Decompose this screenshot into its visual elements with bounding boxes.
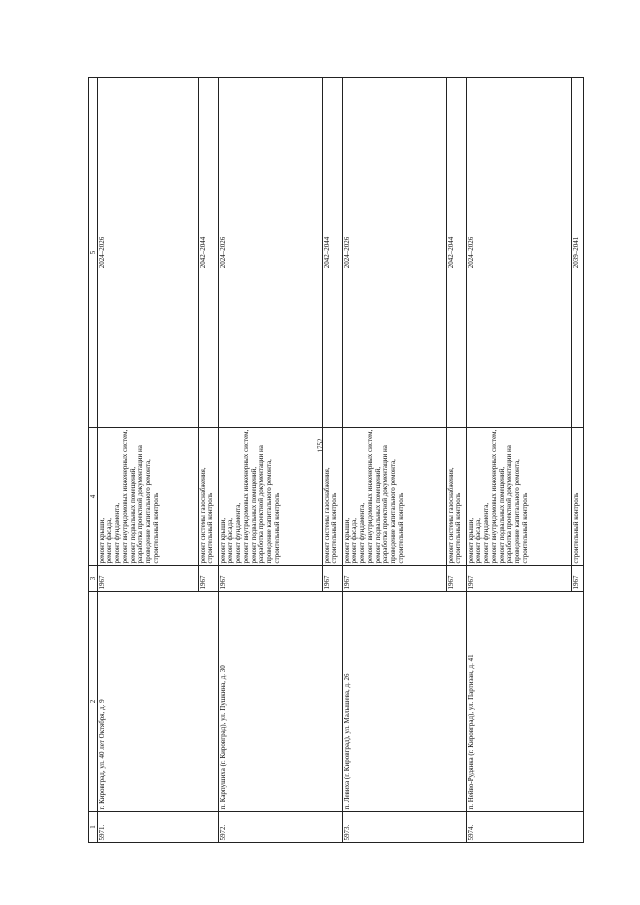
entry-year: 1967 [323,566,343,592]
entry-works: ремонт крыши, ремонт фасада, ремонт фундамента, ремонт внутридомовых инженерных систем, ремонт подвальных помещений, разработка проектной документации на проведение капитального ремонта, строительный контроль [98,428,199,566]
entry-works: строительный контроль [572,428,584,566]
entry-period: 2024–2026 [343,78,447,428]
table-row [343,78,447,843]
entry-period: 2042–2044 [199,78,219,428]
entry-works: ремонт системы газоснабжения, строительный контроль [447,428,467,566]
page-number: 1752 [316,438,325,453]
entry-year: 1967 [467,566,572,592]
entry-year: 1967 [199,566,219,592]
rotated-page-content [88,78,586,843]
table-row [98,78,199,843]
entry-period: 2042–2044 [323,78,343,428]
header-col-2: 2 [89,592,98,812]
entry-period: 2024–2026 [98,78,199,428]
entry-year: 1967 [98,566,199,592]
entry-works: ремонт крыши, ремонт фасада, ремонт фундамента, ремонт внутридомовых инженерных систем, ремонт подвальных помещений, разработка проектной документации на проведение капитального ремонта, строительный контроль [467,428,572,566]
entry-works: ремонт системы газоснабжения, строительный контроль [199,428,219,566]
entry-year: 1967 [343,566,447,592]
entry-number: 5971. [98,812,219,843]
entry-period: 2039–2041 [572,78,584,428]
entry-address: п. Карпушиха (г. Кировград), ул. Пушкина, д. 30 [219,592,343,812]
entry-works: ремонт крыши, ремонт фасада, ремонт фундамента, ремонт внутридомовых инженерных систем, ремонт подвальных помещений, разработка проектной документации на проведение капитального ремонта, строительный контроль [219,428,323,566]
entry-number: 5974. [467,812,584,843]
entry-number: 5973. [343,812,467,843]
entry-year: 1967 [572,566,584,592]
entry-year: 1967 [447,566,467,592]
entry-works: ремонт крыши, ремонт фасада, ремонт фундамента, ремонт внутридомовых инженерных систем, ремонт подвальных помещений, разработка проектной документации на проведение капитального ремонта, строительный контроль [343,428,447,566]
header-col-5: 5 [89,78,98,428]
table-header-row [89,78,98,843]
entry-period: 2024–2026 [219,78,323,428]
capital-repair-table [88,77,584,843]
header-col-3: 3 [89,566,98,592]
entry-period: 2024–2026 [467,78,572,428]
header-col-1: 1 [89,812,98,843]
table-row [467,78,572,843]
table-row [219,78,323,843]
entry-number: 5972. [219,812,343,843]
entry-period: 2042–2044 [447,78,467,428]
entry-address: п. Нейво-Рудянка (г. Кировград), ул. Партизан, д. 41 [467,592,584,812]
entry-address: г. Кировград, ул. 40 лет Октября, д. 9 [98,592,219,812]
header-col-4: 4 [89,428,98,566]
entry-address: п. Левиха (г. Кировград), ул. Малышева, д. 26 [343,592,467,812]
entry-works: ремонт системы газоснабжения, строительный контроль [323,428,343,566]
entry-year: 1967 [219,566,323,592]
